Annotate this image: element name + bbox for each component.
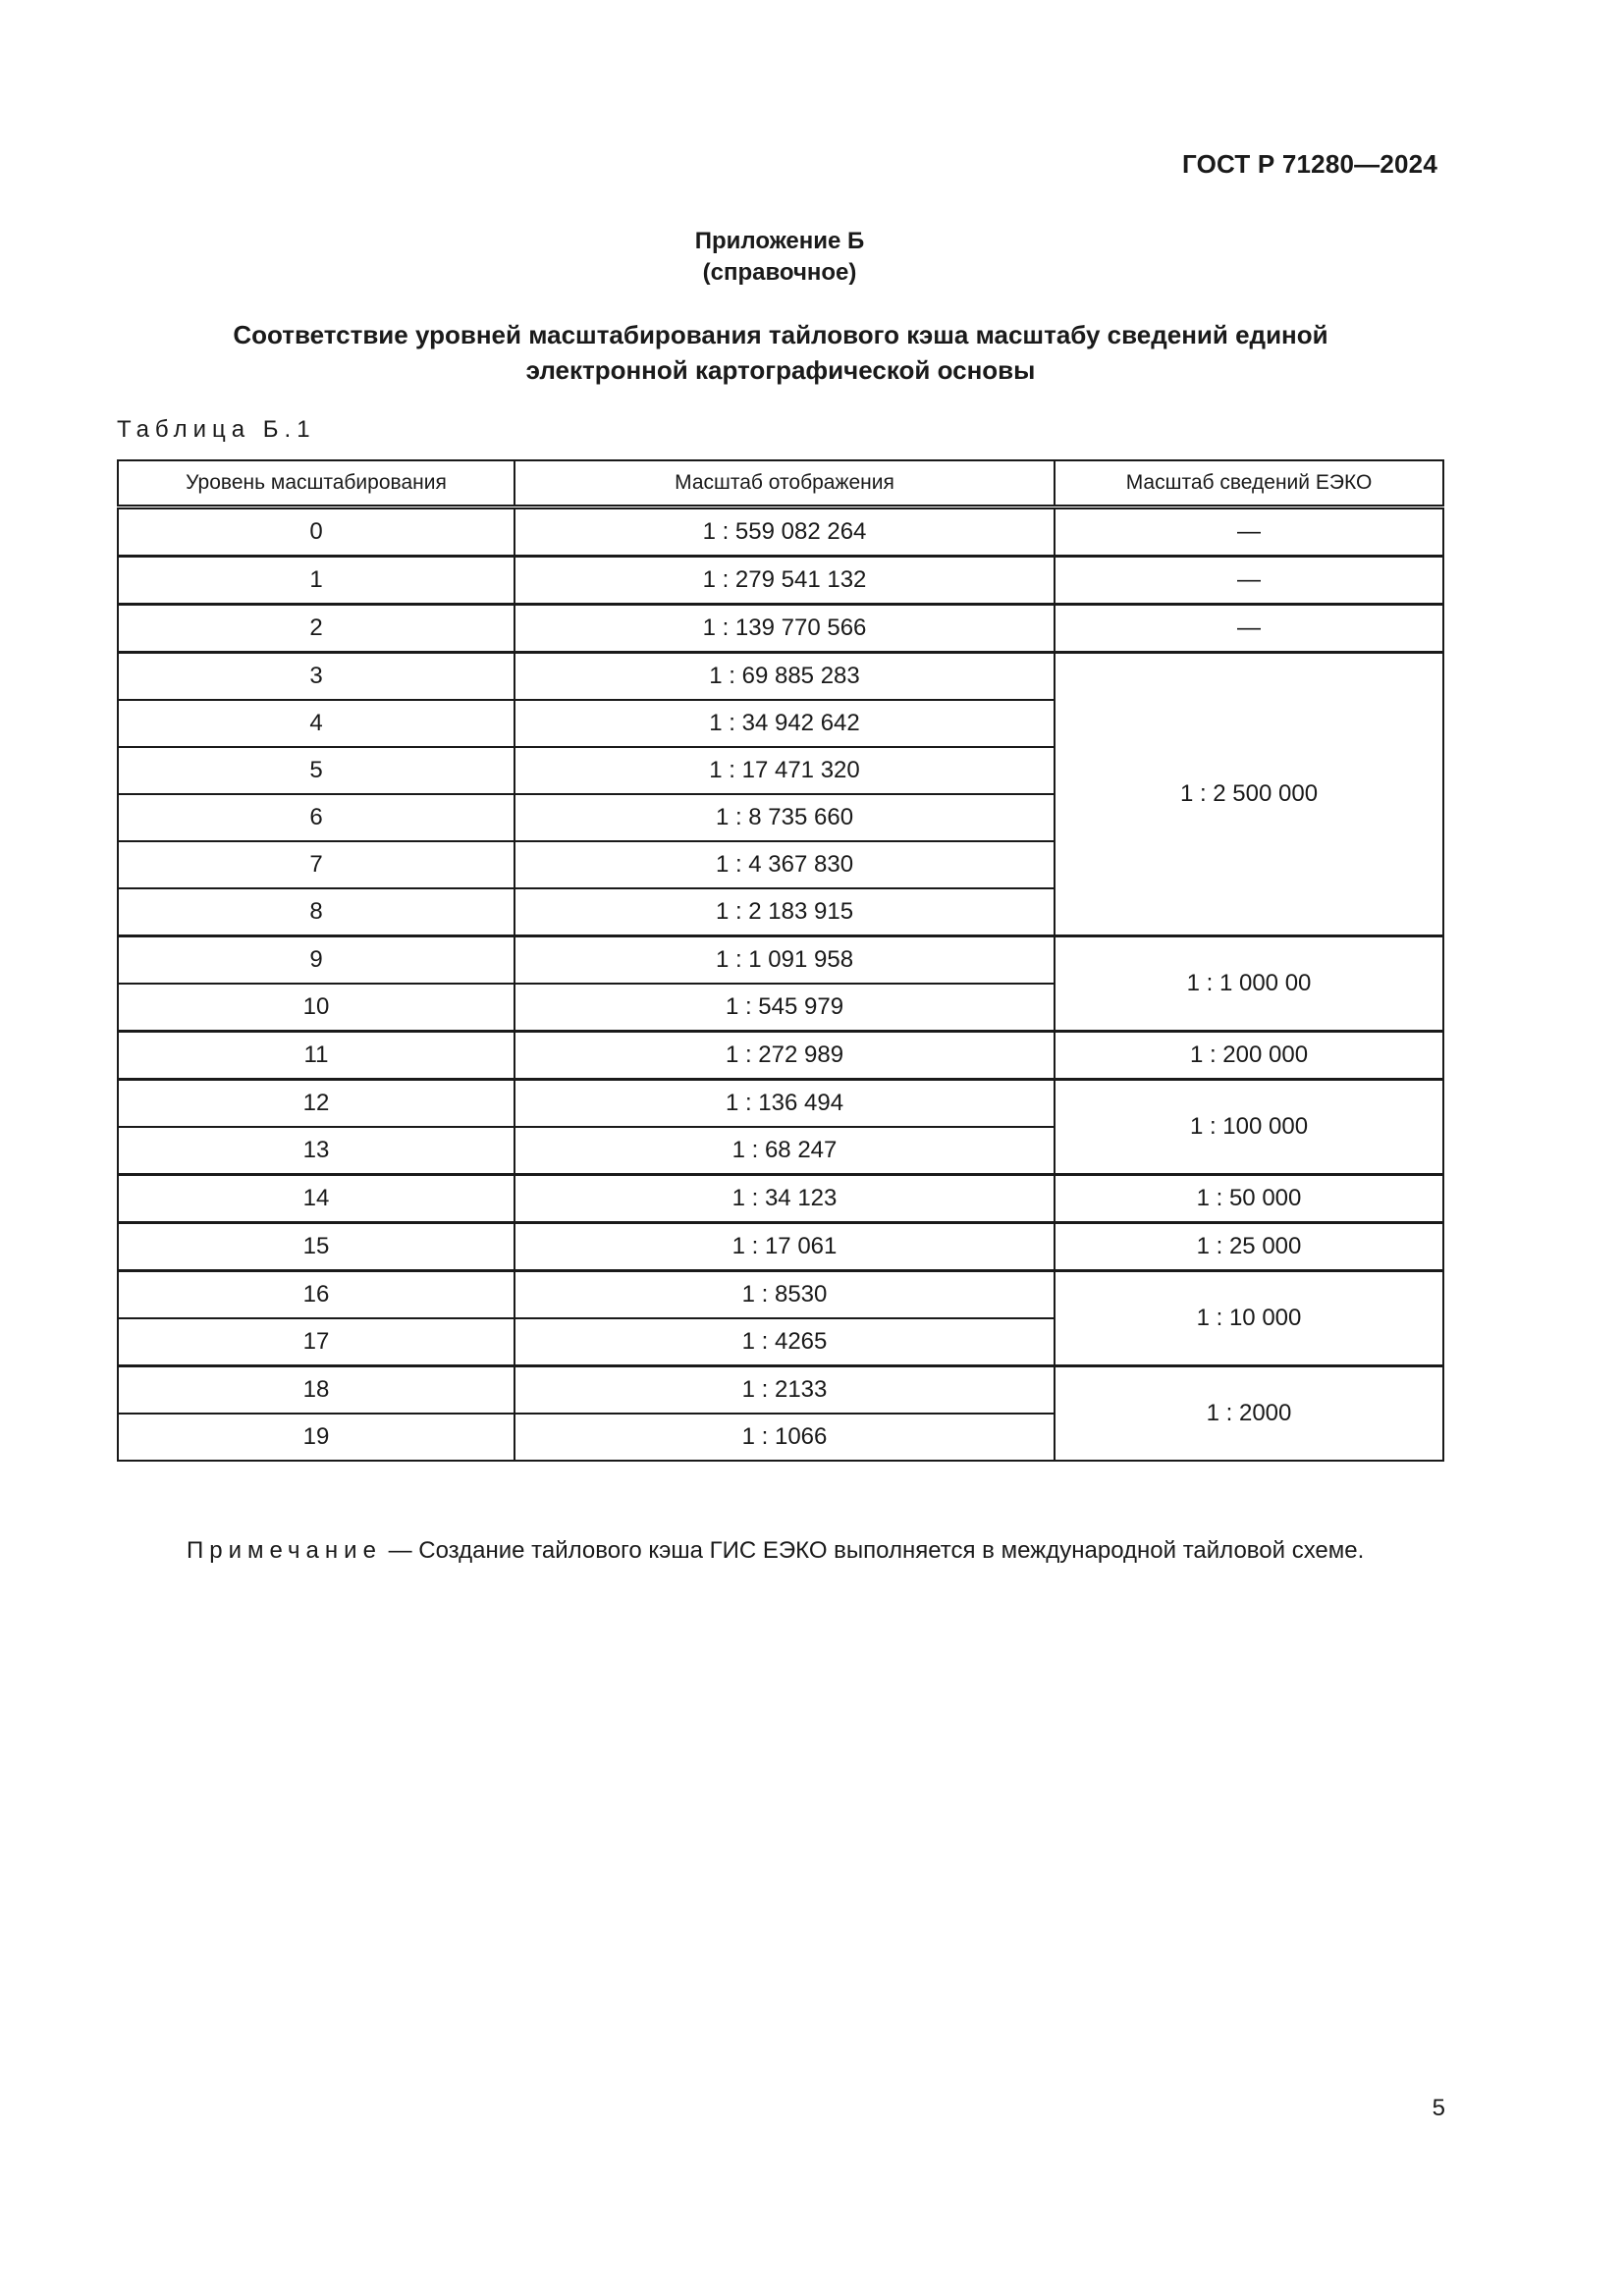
column-header-eeko-scale: Масштаб сведений ЕЭКО — [1055, 460, 1443, 507]
cell-zoom-level: 5 — [118, 747, 514, 794]
cell-display-scale: 1 : 1 091 958 — [514, 936, 1055, 985]
cell-zoom-level: 3 — [118, 653, 514, 701]
cell-zoom-level: 11 — [118, 1032, 514, 1080]
cell-display-scale: 1 : 2133 — [514, 1366, 1055, 1415]
cell-zoom-level: 2 — [118, 605, 514, 653]
appendix-title: Приложение Б — [694, 228, 865, 254]
table-row — [118, 1271, 1443, 1319]
cell-display-scale: 1 : 34 942 642 — [514, 700, 1055, 747]
document-title-line-2: электронной картографической основы — [525, 355, 1036, 385]
table-caption: Таблица Б.1 — [117, 416, 316, 443]
cell-zoom-level: 10 — [118, 984, 514, 1032]
page-number: 5 — [1432, 2095, 1445, 2121]
cell-zoom-level: 9 — [118, 936, 514, 985]
cell-eeko-scale: 1 : 200 000 — [1055, 1032, 1443, 1080]
cell-zoom-level: 6 — [118, 794, 514, 841]
cell-zoom-level: 7 — [118, 841, 514, 888]
cell-eeko-scale: — — [1055, 557, 1443, 605]
cell-eeko-scale: 1 : 10 000 — [1055, 1271, 1443, 1366]
table-row — [118, 1032, 1443, 1080]
cell-display-scale: 1 : 34 123 — [514, 1175, 1055, 1223]
cell-eeko-scale: 1 : 2 500 000 — [1055, 653, 1443, 936]
cell-display-scale: 1 : 8530 — [514, 1271, 1055, 1319]
table-note — [187, 1537, 1364, 1565]
cell-display-scale: 1 : 2 183 915 — [514, 888, 1055, 936]
table-row — [118, 936, 1443, 985]
cell-display-scale: 1 : 68 247 — [514, 1127, 1055, 1175]
cell-zoom-level: 15 — [118, 1223, 514, 1271]
table-row — [118, 507, 1443, 557]
cell-eeko-scale: 1 : 2000 — [1055, 1366, 1443, 1462]
table-row — [118, 653, 1443, 701]
cell-zoom-level: 8 — [118, 888, 514, 936]
cell-zoom-level: 16 — [118, 1271, 514, 1319]
cell-eeko-scale: 1 : 50 000 — [1055, 1175, 1443, 1223]
cell-display-scale: 1 : 279 541 132 — [514, 557, 1055, 605]
scale-table — [117, 459, 1444, 1462]
cell-display-scale: 1 : 4 367 830 — [514, 841, 1055, 888]
cell-zoom-level: 12 — [118, 1080, 514, 1128]
cell-zoom-level: 1 — [118, 557, 514, 605]
table-row — [118, 1366, 1443, 1415]
note-label: Примечание — [187, 1537, 382, 1564]
cell-eeko-scale: 1 : 25 000 — [1055, 1223, 1443, 1271]
cell-display-scale: 1 : 545 979 — [514, 984, 1055, 1032]
document-title-line-1: Соответствие уровней масштабирования тайлового кэша масштабу сведений единой — [233, 320, 1328, 349]
document-title — [118, 317, 1443, 388]
table-header-row — [118, 460, 1443, 507]
appendix-heading — [0, 226, 1559, 289]
cell-zoom-level: 17 — [118, 1318, 514, 1366]
note-text: — Создание тайлового кэша ГИС ЕЭКО выполняется в международной тайловой схеме. — [381, 1537, 1365, 1564]
cell-eeko-scale: 1 : 100 000 — [1055, 1080, 1443, 1175]
cell-eeko-scale: — — [1055, 507, 1443, 557]
table-row — [118, 1175, 1443, 1223]
cell-display-scale: 1 : 69 885 283 — [514, 653, 1055, 701]
cell-zoom-level: 19 — [118, 1414, 514, 1461]
cell-zoom-level: 0 — [118, 507, 514, 557]
column-header-display-scale: Масштаб отображения — [514, 460, 1055, 507]
cell-display-scale: 1 : 8 735 660 — [514, 794, 1055, 841]
cell-display-scale: 1 : 136 494 — [514, 1080, 1055, 1128]
cell-zoom-level: 18 — [118, 1366, 514, 1415]
column-header-level: Уровень масштабирования — [118, 460, 514, 507]
table-row — [118, 1223, 1443, 1271]
cell-zoom-level: 13 — [118, 1127, 514, 1175]
cell-display-scale: 1 : 17 471 320 — [514, 747, 1055, 794]
table-body — [118, 507, 1443, 1462]
cell-display-scale: 1 : 17 061 — [514, 1223, 1055, 1271]
document-code: ГОСТ Р 71280—2024 — [1182, 149, 1437, 179]
cell-display-scale: 1 : 4265 — [514, 1318, 1055, 1366]
cell-zoom-level: 4 — [118, 700, 514, 747]
cell-zoom-level: 14 — [118, 1175, 514, 1223]
appendix-subtitle: (справочное) — [702, 259, 857, 286]
cell-display-scale: 1 : 559 082 264 — [514, 507, 1055, 557]
table-row — [118, 557, 1443, 605]
table-row — [118, 605, 1443, 653]
cell-eeko-scale: — — [1055, 605, 1443, 653]
cell-eeko-scale: 1 : 1 000 00 — [1055, 936, 1443, 1032]
cell-display-scale: 1 : 139 770 566 — [514, 605, 1055, 653]
table-row — [118, 1080, 1443, 1128]
cell-display-scale: 1 : 1066 — [514, 1414, 1055, 1461]
cell-display-scale: 1 : 272 989 — [514, 1032, 1055, 1080]
